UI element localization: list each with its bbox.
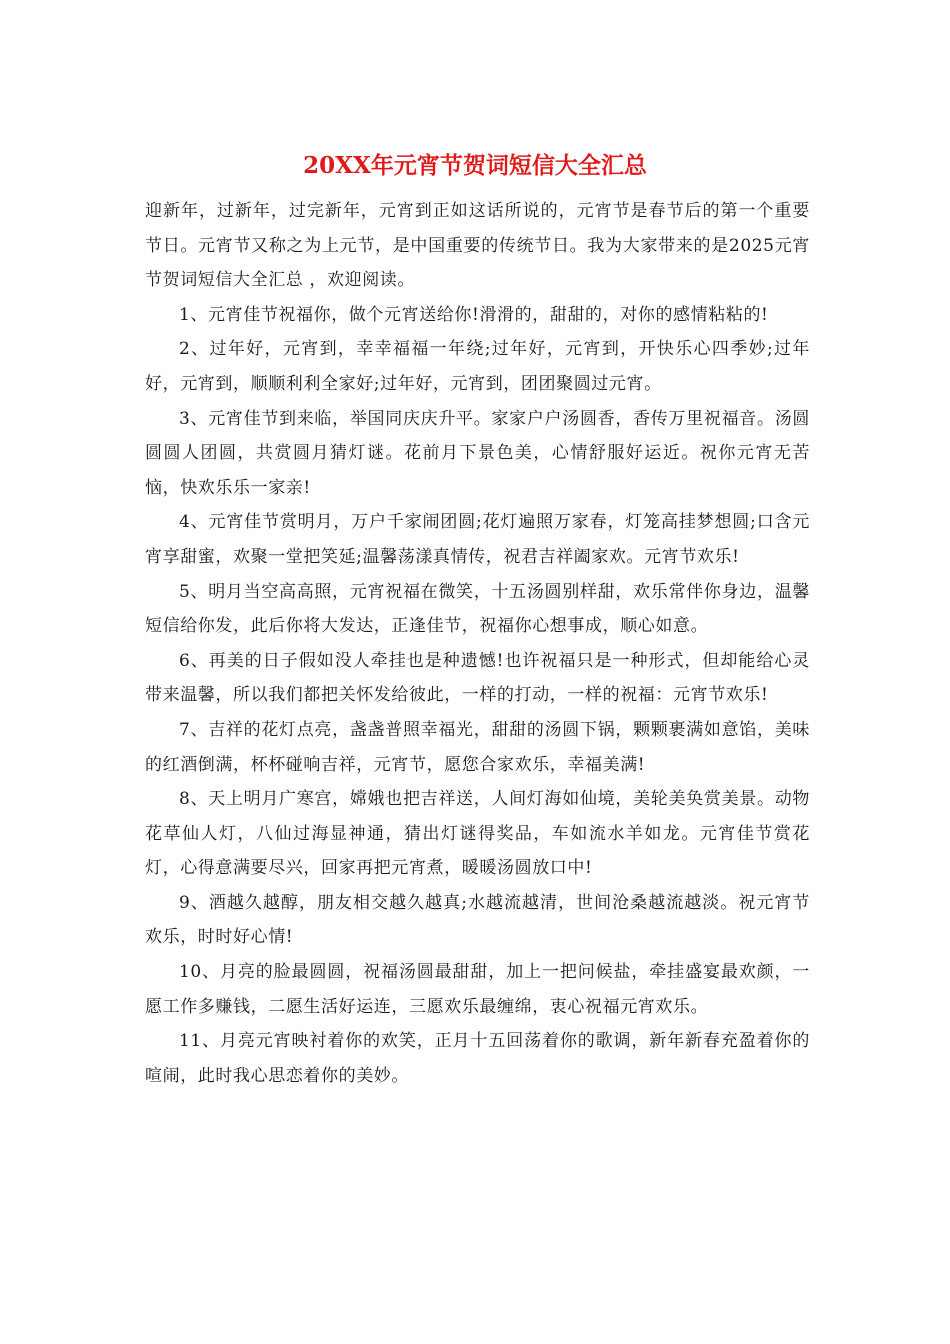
document-body xyxy=(145,194,810,1093)
greeting-paragraph-8: 8、天上明月广寒宫，嫦娥也把吉祥送，人间灯海如仙境，美轮美奂赏美景。动物花草仙人灯，八仙过海显神通，猜出灯谜得奖品，车如流水羊如龙。元宵佳节赏花灯，心得意满要尽兴，回家再把元宵煮，暖暖汤圆放口中! xyxy=(145,789,810,879)
greeting-paragraph-4: 4、元宵佳节赏明月，万户千家闹团圆;花灯遍照万家春，灯笼高挂梦想圆;口含元宵享甜蜜，欢聚一堂把笑延;温馨荡漾真情传，祝君吉祥阖家欢。元宵节欢乐! xyxy=(145,512,810,567)
document-title: 20XX年元宵节贺词短信大全汇总 xyxy=(303,152,647,179)
greeting-paragraph-10: 10、月亮的脸最圆圆，祝福汤圆最甜甜，加上一把问候盐，牵挂盛宴最欢颜，一愿工作多赚钱，二愿生活好运连，三愿欢乐最缠绵，衷心祝福元宵欢乐。 xyxy=(145,962,810,1017)
greeting-paragraph-7: 7、吉祥的花灯点亮，盏盏普照幸福光，甜甜的汤圆下锅，颗颗裹满如意馅，美味的红酒倒满，杯杯碰响吉祥，元宵节，愿您合家欢乐，幸福美满! xyxy=(145,719,810,775)
greeting-paragraph-6: 6、再美的日子假如没人牵挂也是种遗憾!也许祝福只是一种形式，但却能给心灵带来温馨，所以我们都把关怀发给彼此，一样的打动，一样的祝福：元宵节欢乐! xyxy=(145,650,810,706)
greeting-paragraph-9: 9、酒越久越醇，朋友相交越久越真;水越流越清，世间沧桑越流越淡。祝元宵节欢乐，时时好心情! xyxy=(145,892,810,948)
greeting-paragraph-5: 5、明月当空高高照，元宵祝福在微笑，十五汤圆别样甜，欢乐常伴你身边，温馨短信给你发，此后你将大发达，正逢佳节，祝福你心想事成，顺心如意。 xyxy=(145,581,810,637)
greeting-paragraph-1: 1、元宵佳节祝福你，做个元宵送给你!滑滑的，甜甜的，对你的感情粘粘的! xyxy=(179,304,769,325)
intro-paragraph: 迎新年，过新年，过完新年，元宵到正如这话所说的，元宵节是春节后的第一个重要节日。元宵节又称之为上元节，是中国重要的传统节日。我为大家带来的是2025元宵节贺词短信大全汇总 ，欢迎阅读。 xyxy=(145,201,810,291)
greeting-paragraph-2: 2、过年好，元宵到，幸幸福福一年绕;过年好，元宵到，开快乐心四季妙;过年好，元宵到，顺顺利利全家好;过年好，元宵到，团团聚圆过元宵。 xyxy=(145,339,810,394)
greeting-paragraph-3: 3、元宵佳节到来临，举国同庆庆升平。家家户户汤圆香，香传万里祝福音。汤圆圆圆人团圆，共赏圆月猜灯谜。花前月下景色美，心情舒服好运近。祝你元宵无苦恼，快欢乐乐一家亲! xyxy=(145,408,810,498)
greeting-paragraph-11: 11、月亮元宵映衬着你的欢笑，正月十五回荡着你的歌调，新年新春充盈着你的喧闹，此时我心思恋着你的美妙。 xyxy=(145,1031,810,1086)
